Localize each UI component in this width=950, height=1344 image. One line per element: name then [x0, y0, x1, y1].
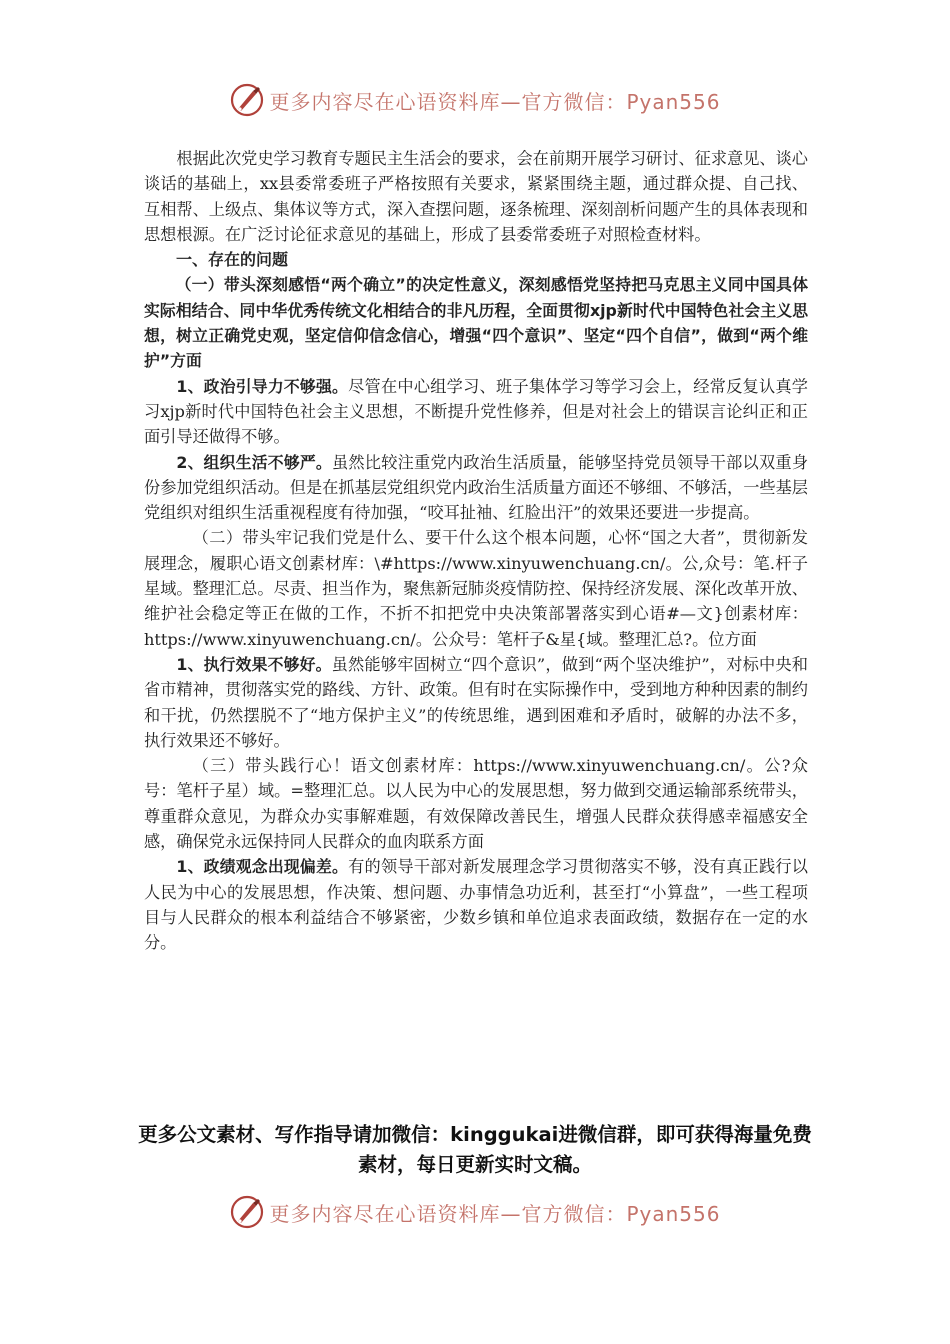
- section-heading: 一、存在的问题: [176, 250, 289, 270]
- header-banner: [0, 80, 950, 120]
- problem-paragraph-4: [144, 854, 808, 955]
- problem-paragraph-1: [144, 374, 808, 450]
- problem-text-3: 虽然能够牢固树立“四个意识”，做到“两个坚决维护”，对标中央和省市精神，贯彻落实党的路线、方针、政策。但有时在实际操作中，受到地方种种因素的制约和干扰，仍然摆脱不了“地方保护主义”的传统思维，遇到困难和矛盾时，破解的办法不多，执行效果还不够好。: [144, 654, 808, 750]
- footer-banner: [0, 1192, 950, 1232]
- pen-nib-logo-icon: [229, 82, 265, 118]
- subsection-heading-1: （一）带头深刻感悟“两个确立”的决定性意义，深刻感悟党坚持把马克思主义同中国具体实际相结合、同中华优秀传统文化相结合的非凡历程，全面贯彻xjp新时代中国特色社会主义思想，树立正确党史观，坚定信仰信念信心，增强“四个意识”、坚定“四个自信”，做到“两个维护”方面: [144, 275, 808, 371]
- problem-paragraph-3: [144, 652, 808, 753]
- problem-title-4: 1、政绩观念出现偏差。: [176, 857, 349, 877]
- problem-title-2: 2、组织生活不够严。: [176, 452, 332, 472]
- footer-note: 更多公文素材、写作指导请加微信：kinggukai进微信群，即可获得海量免费素材，每日更新实时文稿。: [138, 1123, 812, 1176]
- pen-nib-logo-icon: [229, 1194, 265, 1230]
- article-body: [144, 146, 808, 956]
- banner-text: 更多内容尽在心语资料库—官方微信：Pyan556: [269, 89, 721, 114]
- problem-title-3: 1、执行效果不够好。: [176, 654, 332, 674]
- problem-paragraph-2: [144, 450, 808, 526]
- subsection-heading-2: （二）带头牢记我们党是什么、要干什么这个根本问题，心怀“国之大者”，贯彻新发展理念，履职心语文创素材库：\#https://www.xinyuwenchuang.cn/。公,众号：笔.杆子星域。整理汇总。尽责、担当作为，聚焦新冠肺炎疫情防控、保持经济发展、深化改革开放、维护社会稳定等正在做的工作，不折不扣把党中央决策部署落实到心语#—文}创素材库：https://www.xinyuwenchuang.cn/。公众号：笔杆子&星{域。整理汇总?。位方面: [144, 528, 808, 649]
- problem-text-4: 有的领导干部对新发展理念学习贯彻落实不够，没有真正践行以人民为中心的发展思想，作决策、想问题、办事情急功近利，甚至打“小算盘”，一些工程项目与人民群众的根本利益结合不够紧密，少数乡镇和单位追求表面政绩，数据存在一定的水分。: [144, 857, 808, 953]
- intro-paragraph: 根据此次党史学习教育专题民主生活会的要求，会在前期开展学习研讨、征求意见、谈心谈话的基础上，xx县委常委班子严格按照有关要求，紧紧围绕主题，通过群众提、自己找、互相帮、上级点、集体议等方式，深入查摆问题，逐条梳理、深刻剖析问题产生的具体表现和思想根源。在广泛讨论征求意见的基础上，形成了县委常委班子对照检查材料。: [144, 149, 808, 244]
- banner-text: 更多内容尽在心语资料库—官方微信：Pyan556: [269, 1201, 721, 1226]
- problem-text-1: 尽管在中心组学习、班子集体学习等学习会上，经常反复认真学习xjp新时代中国特色社会主义思想，不断提升党性修养，但是对社会上的错误言论纠正和正面引导还做得不够。: [144, 376, 808, 447]
- problem-text-2: 虽然比较注重党内政治生活质量，能够坚持党员领导干部以双重身份参加党组织活动。但是在抓基层党组织党内政治生活质量方面还不够细、不够活，一些基层党组织对组织生活重视程度有待加强，“咬耳扯袖、红脸出汗”的效果还要进一步提高。: [144, 452, 809, 523]
- problem-title-1: 1、政治引导力不够强。: [176, 376, 349, 396]
- subsection-heading-3: （三）带头践行心！语文创素材库：https://www.xinyuwenchuang.cn/。公?众号：笔杆子星）域。=整理汇总。以人民为中心的发展思想，努力做到交通运输部系统带头，尊重群众意见，为群众办实事解难题，有效保障改善民生，增强人民群众获得感幸福感安全感，确保党永远保持同人民群众的血肉联系方面: [144, 756, 808, 852]
